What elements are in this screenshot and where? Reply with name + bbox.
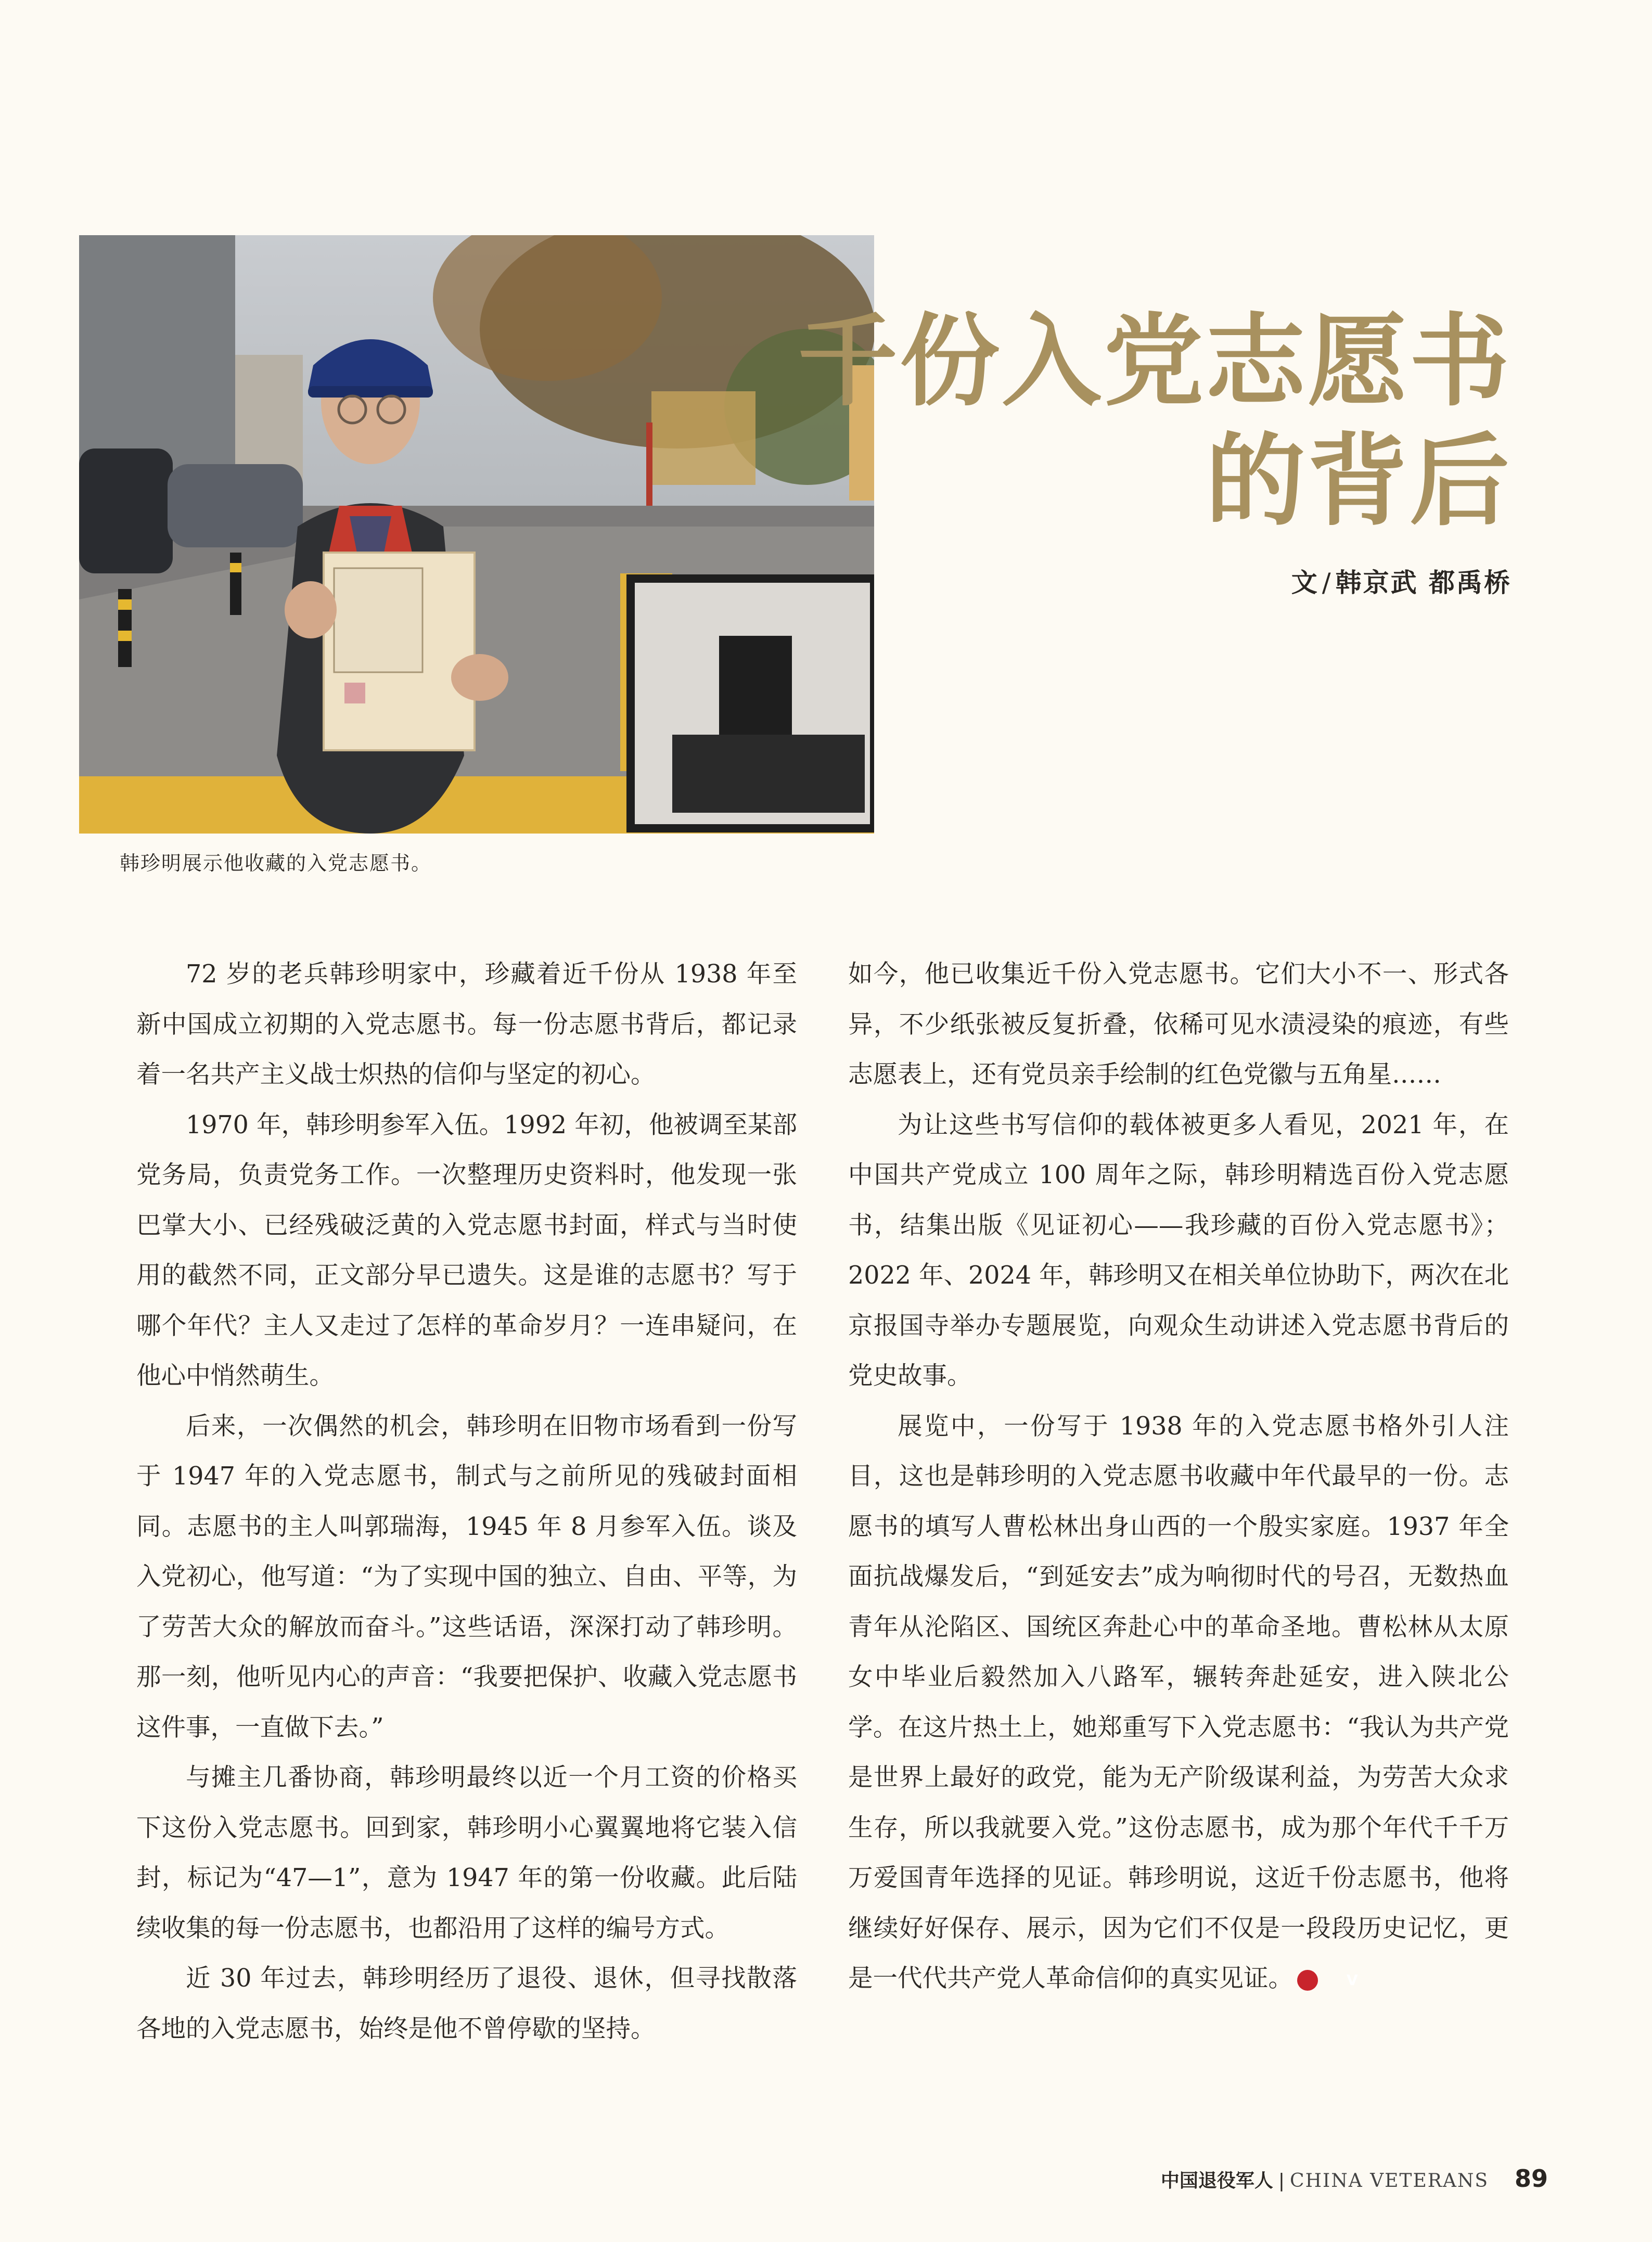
paragraph: 为让这些书写信仰的载体被更多人看见，2021 年，在中国共产党成立 100 周年之际，韩珍明精选百份入党志愿书，结集出版《见证初心——我珍藏的百份入党志愿书》；2022 年、2024 年，韩珍明又在相关单位协助下，两次在北京报国寺举办专题展览，向观众生动讲述入党志愿书背后的党史故事。: [848, 1110, 1509, 1390]
paragraph: 1970 年，韩珍明参军入伍。1992 年初，他被调至某部党务局，负责党务工作。一次整理历史资料时，他发现一张巴掌大小、已经残破泛黄的入党志愿书封面，样式与当时使用的截然不同，正文部分早已遗失。这是谁的志愿书？写于哪个年代？主人又走过了怎样的革命岁月？一连串疑问，在他心中悄然萌生。: [136, 1110, 797, 1390]
magazine-name-cn: 中国退役军人: [1160, 2170, 1273, 2192]
article-title: [798, 302, 1512, 541]
page-number: 89: [1514, 2164, 1548, 2193]
title-line-2: 的背后: [1206, 422, 1512, 540]
paragraph: 后来，一次偶然的机会，韩珍明在旧物市场看到一份写于 1947 年的入党志愿书，制式与之前所见的残破封面相同。志愿书的主人叫郭瑞海，1945 年 8 月参军入伍。谈及入党初心，他写道：“为了实现中国的独立、自由、平等，为了劳苦大众的解放而奋斗。”这些话语，深深打动了韩珍明。那一刻，他听见内心的声音：“我要把保护、收藏入党志愿书这件事，一直做下去。”: [136, 1412, 797, 1742]
article-photo: [79, 235, 874, 834]
title-line-1: 千份入党志愿书: [798, 303, 1512, 420]
paragraph-continuation: 如今，他已收集近千份入党志愿书。它们大小不一、形式各异，不少纸张被反复折叠，依稀可见水渍浸染的痕迹，有些志愿表上，还有党员亲手绘制的红色党徽与五角星……: [848, 960, 1509, 1089]
body-left-column: [136, 950, 797, 2054]
end-mark-icon: V: [1297, 1970, 1318, 1991]
byline-prefix: 文: [1291, 568, 1319, 598]
byline: [1291, 562, 1512, 599]
footer-separator: |: [1278, 2170, 1285, 2192]
paragraph: 72 岁的老兵韩珍明家中，珍藏着近千份从 1938 年至新中国成立初期的入党志愿书。每一份志愿书背后，都记录着一名共产主义战士炽热的信仰与坚定的初心。: [136, 960, 797, 1089]
body-right-column: [848, 950, 1509, 2004]
page-footer: [1161, 2164, 1548, 2193]
paragraph: 与摊主几番协商，韩珍明最终以近一个月工资的价格买下这份入党志愿书。回到家，韩珍明小心翼翼地将它装入信封，标记为“47—1”，意为 1947 年的第一份收藏。此后陆续收集的每一份志愿书，也都沿用了这样的编号方式。: [136, 1763, 797, 1943]
paragraph-final: [848, 1402, 1509, 2004]
paragraph-final-text: 展览中，一份写于 1938 年的入党志愿书格外引人注目，这也是韩珍明的入党志愿书收藏中年代最早的一份。志愿书的填写人曹松林出身山西的一个殷实家庭。1937 年全面抗战爆发后，“到延安去”成为响彻时代的号召，无数热血青年从沦陷区、国统区奔赴心中的革命圣地。曹松林从太原女中毕业后毅然加入八路军，辗转奔赴延安，进入陕北公学。在这片热土上，她郑重写下入党志愿书：“我认为共产党是世界上最好的政党，能为无产阶级谋利益，为劳苦大众求生存，所以我就要入党。”这份志愿书，成为那个年代千千万万爱国青年选择的见证。韩珍明说，这近千份志愿书，他将继续好好保存、展示，因为它们不仅是一段段历史记忆，更是一代代共产党人革命信仰的真实见证。: [848, 1412, 1509, 1993]
paragraph: 近 30 年过去，韩珍明经历了退役、退休，但寻找散落各地的入党志愿书，始终是他不曾停歇的坚持。: [136, 1964, 797, 2043]
byline-slash: /: [1322, 568, 1333, 598]
photo-caption: 韩珍明展示他收藏的入党志愿书。: [120, 852, 432, 875]
byline-authors: 韩京武 都禹桥: [1335, 568, 1512, 598]
veteran-photo-illustration: [79, 235, 874, 834]
magazine-name-en: CHINA VETERANS: [1290, 2170, 1489, 2192]
